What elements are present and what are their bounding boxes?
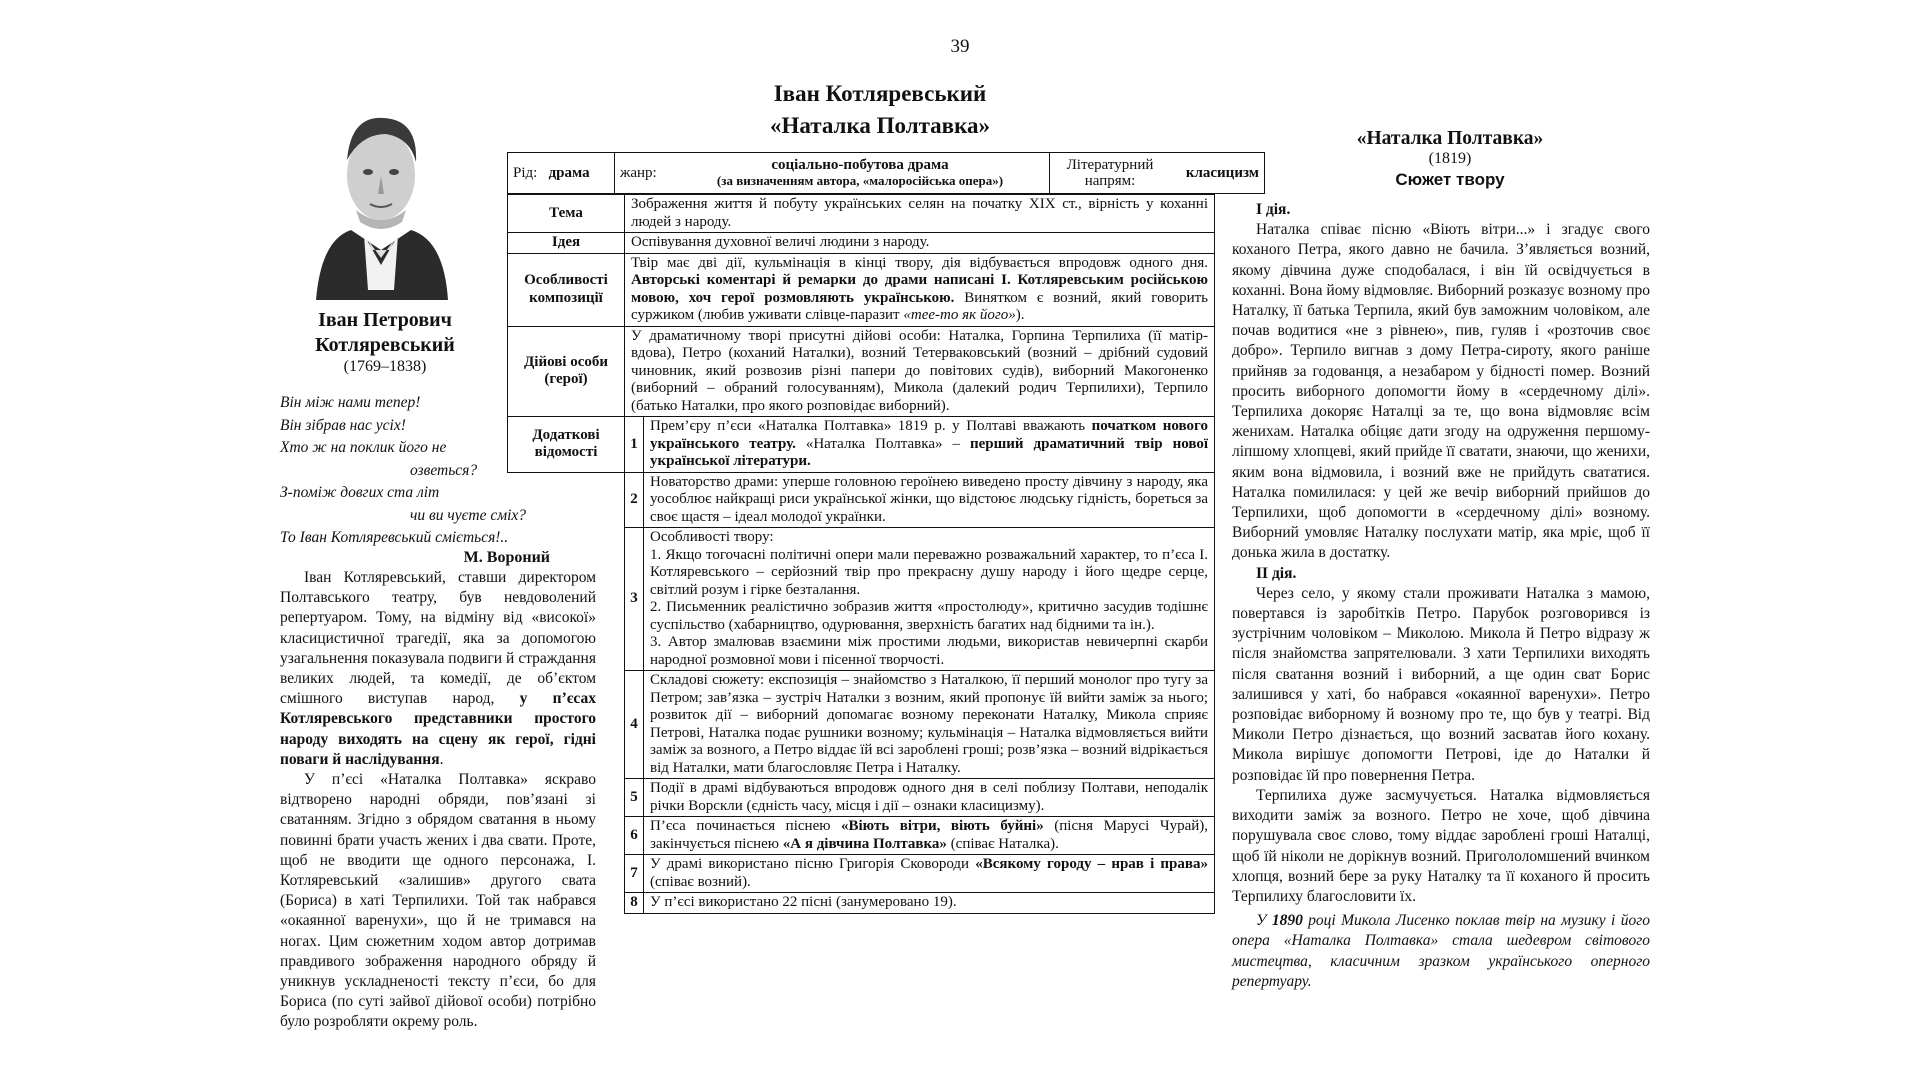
act-heading: І дія. bbox=[1256, 201, 1291, 218]
row-number: 3 bbox=[625, 528, 644, 671]
person-name-line1: Іван Петрович bbox=[318, 309, 452, 331]
info-table bbox=[507, 194, 1215, 914]
poem bbox=[280, 392, 530, 550]
row-value-dod-5: Події в драмі відбуваються впродовж одного дня в селі поблизу Полтави, неподалік річки Ворскли (єдність часу, місця і дії – ознаки класицизму). bbox=[644, 779, 1215, 817]
paragraph: У п’єсі «Наталка Полтавка» яскраво відтворено народні обряди, пов’язані зі сватанням. Згідно з обрядом сватання в ньому повинні брати участь жених і два свати. Проте, щоб не вводити ще одного персонажа, І. Котляревський «залишив» другого свата (Бориса) в хаті Терпилихи. Той так набрався «окаянної варенухи», що й не тримався на ногах. Цим сюжетним ходом автор дотримав правдивого зображення народного обряду й уникнув ускладненості тексту п’єси, бо для Бориса (по суті зайвої дійової особи) потрібно було розробляти окрему роль. bbox=[280, 771, 596, 1031]
poem-author: М. Вороний bbox=[463, 549, 550, 566]
table-row bbox=[508, 817, 1215, 855]
poem-line: Хто ж на поклик його не bbox=[280, 439, 447, 456]
plot-subtitle: Сюжет твору bbox=[1395, 170, 1505, 189]
table-row bbox=[508, 779, 1215, 817]
title-author: Іван Котляревський bbox=[773, 81, 987, 106]
table-row bbox=[508, 855, 1215, 893]
row-number: 6 bbox=[625, 817, 644, 855]
row-number: 1 bbox=[625, 417, 644, 473]
row-value-dod-8: У п’єсі використано 22 пісні (занумеровано 19). bbox=[644, 893, 1215, 914]
person-name-line2: Котляревський bbox=[315, 334, 455, 356]
row-value-osoby: У драматичному творі присутні дійові особи: Наталка, Горпина Терпилиха (її матір-вдова), Петро (коханий Наталки), возний Тетерваковський (возний – дрібний судовий чиновник, який розвозив різні папери до повітових судів), виборний Макогоненко (виборний – обраний голосуванням), Микола (далекий родич Терпилихи), Терпило (батько Наталки, про якого розповідає виборний). bbox=[625, 326, 1215, 417]
poem-line: Він зібрав нас усіх! bbox=[280, 416, 406, 434]
row-label-osoby: Дійові особи (герої) bbox=[508, 326, 625, 417]
row-number: 7 bbox=[625, 855, 644, 893]
person-years: (1769–1838) bbox=[343, 358, 427, 375]
rid-value: драма bbox=[548, 164, 590, 181]
plot-title: «Наталка Полтавка» bbox=[1356, 128, 1544, 149]
poem-line: То Іван Котляревський сміється!.. bbox=[280, 529, 509, 546]
table-row bbox=[508, 417, 1215, 473]
lit-label: Літературний напрям: bbox=[1050, 153, 1171, 194]
table-row bbox=[508, 893, 1215, 914]
row-number: 8 bbox=[625, 893, 644, 914]
row-label-ideya: Ідея bbox=[508, 233, 625, 254]
row-value-kompozytsiya: Твір має дві дії, кульмінація в кінці твору, дія відбувається впродовж одного дня. Авторські коментарі й ремарки до драми написані І. Котляревським російською мовою, хоч герої розмовляють українською. Винятком є возний, який говорить суржиком (любив уживати слівце-паразит «тее-то як його»). bbox=[625, 253, 1215, 326]
lit-value: класицизм bbox=[1170, 153, 1265, 194]
row-label-kompozytsiya: Особливості композиції bbox=[508, 253, 625, 326]
row-value-dod-2: Новаторство драми: уперше головною героїнею виведено просту дівчину з народу, яка уособлює найкращі риси української жінки, що відстоює людську гідність, бореться за своє щастя – ідеал молодої українки. bbox=[644, 472, 1215, 528]
portrait-image bbox=[306, 90, 456, 300]
row-value-ideya: Оспівування духовної величі людини з народу. bbox=[625, 233, 1215, 254]
table-row bbox=[508, 195, 1215, 233]
rid-cell bbox=[508, 153, 615, 194]
opera-note: У 1890 році Микола Лисенко поклав твір на музику і його опера «Наталка Полтавка» стала шедевром світового мистецтва, класичним зразком українського оперного репертуару. bbox=[1232, 912, 1650, 990]
paragraph: Іван Котляревський, ставши директором Полтавського театру, був невдоволений репертуаром. Тому, на відміну від «високої» класицистичної трагедії, яка за допомогою узагальнення показувала подвиги й страждання великих людей, та комедії, де об’єктом смішного виступав народ, у п’єсах Котляревського представники простого народу виходять на сцену як герої, гідні поваги й наслідування. bbox=[280, 569, 597, 768]
paragraph: Терпилиха дуже засмучується. Наталка відмовляється виходити заміж за возного. Петро не хоче, щоб дівчина порушувала своє слово, тому віддає зароблені гроші Наталці, щоб їй ніколи не дорікнув возний. Пригололомшений вчинком хлопця, возний бере за руку Наталку та її коханого й просить Терпилиху благословити їх. bbox=[1232, 786, 1650, 905]
zhanr-cell bbox=[671, 153, 1050, 194]
poem-line: чи ви чуєте сміх? bbox=[410, 506, 527, 524]
rid-label: Рід: bbox=[513, 164, 538, 181]
row-label-dodatkovi: Додаткові відомості bbox=[508, 417, 625, 473]
poem-line: озветься? bbox=[410, 461, 478, 479]
row-value-dod-4: Складові сюжету: експозиція – знайомство з Наталкою, її перший монолог про тугу за Петром; зав’язка – зустріч Наталки з возним, який пропонує їй вийти заміж за нього; розвиток дії – виборний допомагає возному переконати Наталку, Микола сприяє Петрові, Наталка подає рушники возному; кульмінація – Наталка відмовляється вийти заміж за возного, а Петро віддає їй всі зароблені гроші; розв’язка – возний відрікається від Наталки, мати благословляє Петра і Наталку. bbox=[644, 671, 1215, 779]
table-row bbox=[508, 253, 1215, 326]
plot-year: (1819) bbox=[1428, 150, 1472, 167]
zhanr-label: жанр: bbox=[615, 153, 672, 194]
row-value-dod-7: У драмі використано пісню Григорія Сковороди «Всякому городу – нрав і права» (співає возний). bbox=[644, 855, 1215, 893]
row-label-tema: Тема bbox=[508, 195, 625, 233]
poem-line: Він між нами тепер! bbox=[280, 394, 421, 411]
zhanr-note: (за визначенням автора, «малоросійська опера») bbox=[716, 173, 1004, 188]
row-number: 5 bbox=[625, 779, 644, 817]
poem-line: З-поміж довгих ста літ bbox=[280, 484, 440, 501]
plot-text bbox=[1232, 200, 1650, 992]
act-heading: ІІ дія. bbox=[1256, 564, 1297, 582]
row-number: 4 bbox=[625, 671, 644, 779]
table-row bbox=[508, 472, 1215, 528]
table-row bbox=[508, 528, 1215, 671]
page-number: 39 bbox=[950, 36, 970, 57]
title-work: «Наталка Полтавка» bbox=[769, 113, 991, 138]
row-value-tema: Зображення життя й побуту українських селян на початку XIX ст., вірність у коханні людей з народу. bbox=[625, 195, 1215, 233]
row-value-dod-3: Особливості твору: 1. Якщо тогочасні політичні опери мали переважно розважальний характер, то п’єса І. Котляревського – серйозний твір про прекрасну душу народу і його щедре серце, світлий розум і гірке безталання. 2. Письменник реалістично зобразив життя «простолюду», критично засудив тодішнє суспільство (хабарництво, одурювання, зверхність багатих над бідними та ін.). 3. Автор змалював взаємини між простими людьми, використав невичерпні скарби народної розмовної мови і пісенної творчості. bbox=[644, 528, 1215, 671]
person-name bbox=[280, 308, 490, 358]
page-title bbox=[600, 78, 1160, 142]
row-value-dod-6: П’єса починається піснею «Віють вітри, віють буйні» (пісня Марусі Чурай), закінчується піснею «А я дівчина Полтавка» (співає Наталка). bbox=[644, 817, 1215, 855]
table-row bbox=[508, 671, 1215, 779]
table-row bbox=[508, 233, 1215, 254]
row-value-dod-1: Прем’єру п’єси «Наталка Полтавка» 1819 р. у Полтаві вважають початком нового українського театру. «Наталка Полтавка» – перший драматичний твір нової української літератури. bbox=[644, 417, 1215, 473]
table-row bbox=[508, 326, 1215, 417]
genre-table bbox=[507, 152, 1265, 194]
paragraph: Через село, у якому стали проживати Наталка з мамою, повертався із заробітків Петро. Парубок розговорився із зустрічним чоловіком – Миколою. Микола й Петро відразу ж після знайомства запрятелювали. З хати Терпилихи виходять після сватання возний і виборний, а ще один сват Борис залишився у хаті, бо набрався «окаянної варенухи». Петро розповідає виборному й возному про те, що був у театрі. Від Миколи Петро дізнається, що возний засватав його кохану. Микола вирішує допомогти Петрові, іде до Наталки й розповідає їй про повернення Петра. bbox=[1232, 584, 1650, 784]
paragraph: Наталка співає пісню «Віють вітри...» і згадує свого коханого Петра, якого давно не бачила. З’являється возний, якому дівчина дуже сподобалася, і він їй освідчується в коханні. Вона йому відмовляє. Виборний розказує возному про Наталку, її батька Терпила, який був заможним чоловіком, але почав водитися «не з рівнею», пив, гуляв і «розточив своє добро». Терпило вигнав з дому Петра-сироту, якого раніше прийняв за годованця, а незабаром у бідності помер. Возний просить виборного допомогти йому в «сердечному ділі». Терпилиха докоряє Наталці за те, що вона відмовляє всім женихам. Наталка обіцяє дати згоду на одруження першому-ліпшому хлопцеві, який прийде її сватати, знаючи, що женихи, яким вона відмовила, і возний вже не прийдуть свататися. Наталка помилилася: у цей же вечір виборний прийшов до Терпилихи, щоб допомогти в «сердечному ділі» возному. Виборний умовляє Наталку послухати матір, яка мріє, щоб її донька жила в достатку. bbox=[1232, 221, 1650, 562]
zhanr-value: соціально-побутова драма bbox=[771, 157, 949, 173]
row-number: 2 bbox=[625, 472, 644, 528]
